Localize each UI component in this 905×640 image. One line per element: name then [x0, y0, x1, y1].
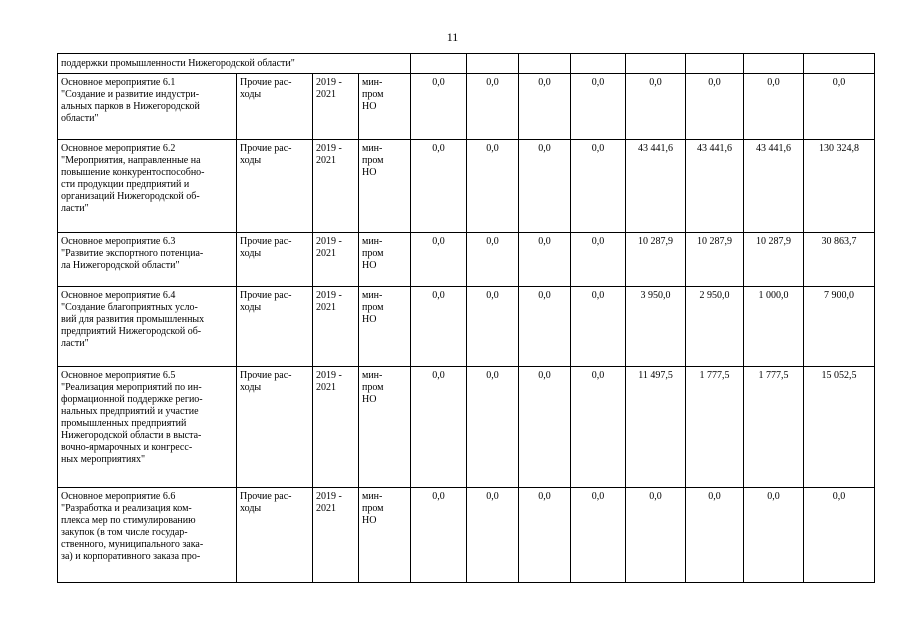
table-row	[58, 287, 875, 367]
budget-table	[57, 53, 875, 583]
page-number: 11	[446, 30, 459, 44]
value-cell: 0,0	[571, 367, 626, 488]
period-cell: 2019 - 2021	[313, 140, 359, 233]
value-cell: 43 441,6	[744, 140, 804, 233]
value-cell: 30 863,7	[804, 233, 875, 287]
empty-cell	[686, 54, 744, 74]
value-cell: 0,0	[571, 233, 626, 287]
value-cell: 0,0	[744, 488, 804, 583]
value-cell: 0,0	[467, 367, 519, 488]
value-cell: 0,0	[626, 488, 686, 583]
value-cell: 0,0	[804, 74, 875, 140]
empty-cell	[804, 54, 875, 74]
value-cell: 0,0	[519, 287, 571, 367]
executor-cell: мин- пром НО	[359, 74, 411, 140]
value-cell: 0,0	[411, 233, 467, 287]
measure-cell: Основное мероприятие 6.2 "Мероприятия, направленные на повышение конкурентоспособно- сти продукции предприятий и организаций Нижегородской об- ласти"	[58, 140, 237, 233]
value-cell: 0,0	[467, 74, 519, 140]
value-cell: 1 777,5	[744, 367, 804, 488]
value-cell: 15 052,5	[804, 367, 875, 488]
value-cell: 43 441,6	[626, 140, 686, 233]
value-cell: 0,0	[519, 140, 571, 233]
value-cell: 0,0	[686, 488, 744, 583]
value-cell: 0,0	[571, 287, 626, 367]
empty-cell	[519, 54, 571, 74]
value-cell: 0,0	[519, 488, 571, 583]
period-cell: 2019 - 2021	[313, 233, 359, 287]
value-cell: 130 324,8	[804, 140, 875, 233]
value-cell: 0,0	[519, 74, 571, 140]
period-cell: 2019 - 2021	[313, 367, 359, 488]
value-cell: 0,0	[411, 140, 467, 233]
value-cell: 10 287,9	[626, 233, 686, 287]
value-cell: 1 000,0	[744, 287, 804, 367]
value-cell: 0,0	[411, 74, 467, 140]
value-cell: 10 287,9	[686, 233, 744, 287]
continuation-text: поддержки промышленности Нижегородской области"	[58, 54, 411, 74]
table-row	[58, 367, 875, 488]
value-cell: 0,0	[519, 233, 571, 287]
value-cell: 2 950,0	[686, 287, 744, 367]
value-cell: 3 950,0	[626, 287, 686, 367]
table-body	[58, 54, 875, 583]
table-row	[58, 140, 875, 233]
value-cell: 0,0	[467, 233, 519, 287]
funding-source-cell: Прочие рас- ходы	[237, 140, 313, 233]
table-row	[58, 74, 875, 140]
value-cell: 11 497,5	[626, 367, 686, 488]
executor-cell: мин- пром НО	[359, 140, 411, 233]
empty-cell	[626, 54, 686, 74]
funding-source-cell: Прочие рас- ходы	[237, 488, 313, 583]
empty-cell	[744, 54, 804, 74]
value-cell: 0,0	[686, 74, 744, 140]
measure-cell: Основное мероприятие 6.4 "Создание благоприятных усло- вий для развития промышленных предприятий Нижегородской об- ласти"	[58, 287, 237, 367]
funding-source-cell: Прочие рас- ходы	[237, 367, 313, 488]
value-cell: 1 777,5	[686, 367, 744, 488]
table-row	[58, 233, 875, 287]
period-cell: 2019 - 2021	[313, 287, 359, 367]
table-row	[58, 488, 875, 583]
continuation-row	[58, 54, 875, 74]
empty-cell	[467, 54, 519, 74]
value-cell: 0,0	[571, 74, 626, 140]
period-cell: 2019 - 2021	[313, 74, 359, 140]
value-cell: 0,0	[626, 74, 686, 140]
executor-cell: мин- пром НО	[359, 233, 411, 287]
funding-source-cell: Прочие рас- ходы	[237, 74, 313, 140]
empty-cell	[411, 54, 467, 74]
executor-cell: мин- пром НО	[359, 287, 411, 367]
funding-source-cell: Прочие рас- ходы	[237, 287, 313, 367]
value-cell: 0,0	[804, 488, 875, 583]
value-cell: 10 287,9	[744, 233, 804, 287]
executor-cell: мин- пром НО	[359, 488, 411, 583]
value-cell: 0,0	[411, 367, 467, 488]
measure-cell: Основное мероприятие 6.3 "Развитие экспортного потенциа- ла Нижегородской области"	[58, 233, 237, 287]
executor-cell: мин- пром НО	[359, 367, 411, 488]
empty-cell	[571, 54, 626, 74]
period-cell: 2019 - 2021	[313, 488, 359, 583]
value-cell: 0,0	[744, 74, 804, 140]
value-cell: 43 441,6	[686, 140, 744, 233]
value-cell: 0,0	[467, 287, 519, 367]
value-cell: 0,0	[467, 488, 519, 583]
value-cell: 0,0	[411, 287, 467, 367]
value-cell: 0,0	[411, 488, 467, 583]
value-cell: 0,0	[519, 367, 571, 488]
measure-cell: Основное мероприятие 6.6 "Разработка и реализация ком- плекса мер по стимулированию закупок (в том числе государ- ственного, муниципального зака- за) и корпоративного заказа про-	[58, 488, 237, 583]
value-cell: 0,0	[571, 140, 626, 233]
value-cell: 7 900,0	[804, 287, 875, 367]
measure-cell: Основное мероприятие 6.1 "Создание и развитие индустри- альных парков в Нижегородской области"	[58, 74, 237, 140]
measure-cell: Основное мероприятие 6.5 "Реализация мероприятий по ин- формационной поддержке регио- нальных предприятий и участие промышленных предприятий Нижегородской области в выста- вочно-ярмарочных и конгресс- ных мероприятиях"	[58, 367, 237, 488]
value-cell: 0,0	[467, 140, 519, 233]
value-cell: 0,0	[571, 488, 626, 583]
funding-source-cell: Прочие рас- ходы	[237, 233, 313, 287]
